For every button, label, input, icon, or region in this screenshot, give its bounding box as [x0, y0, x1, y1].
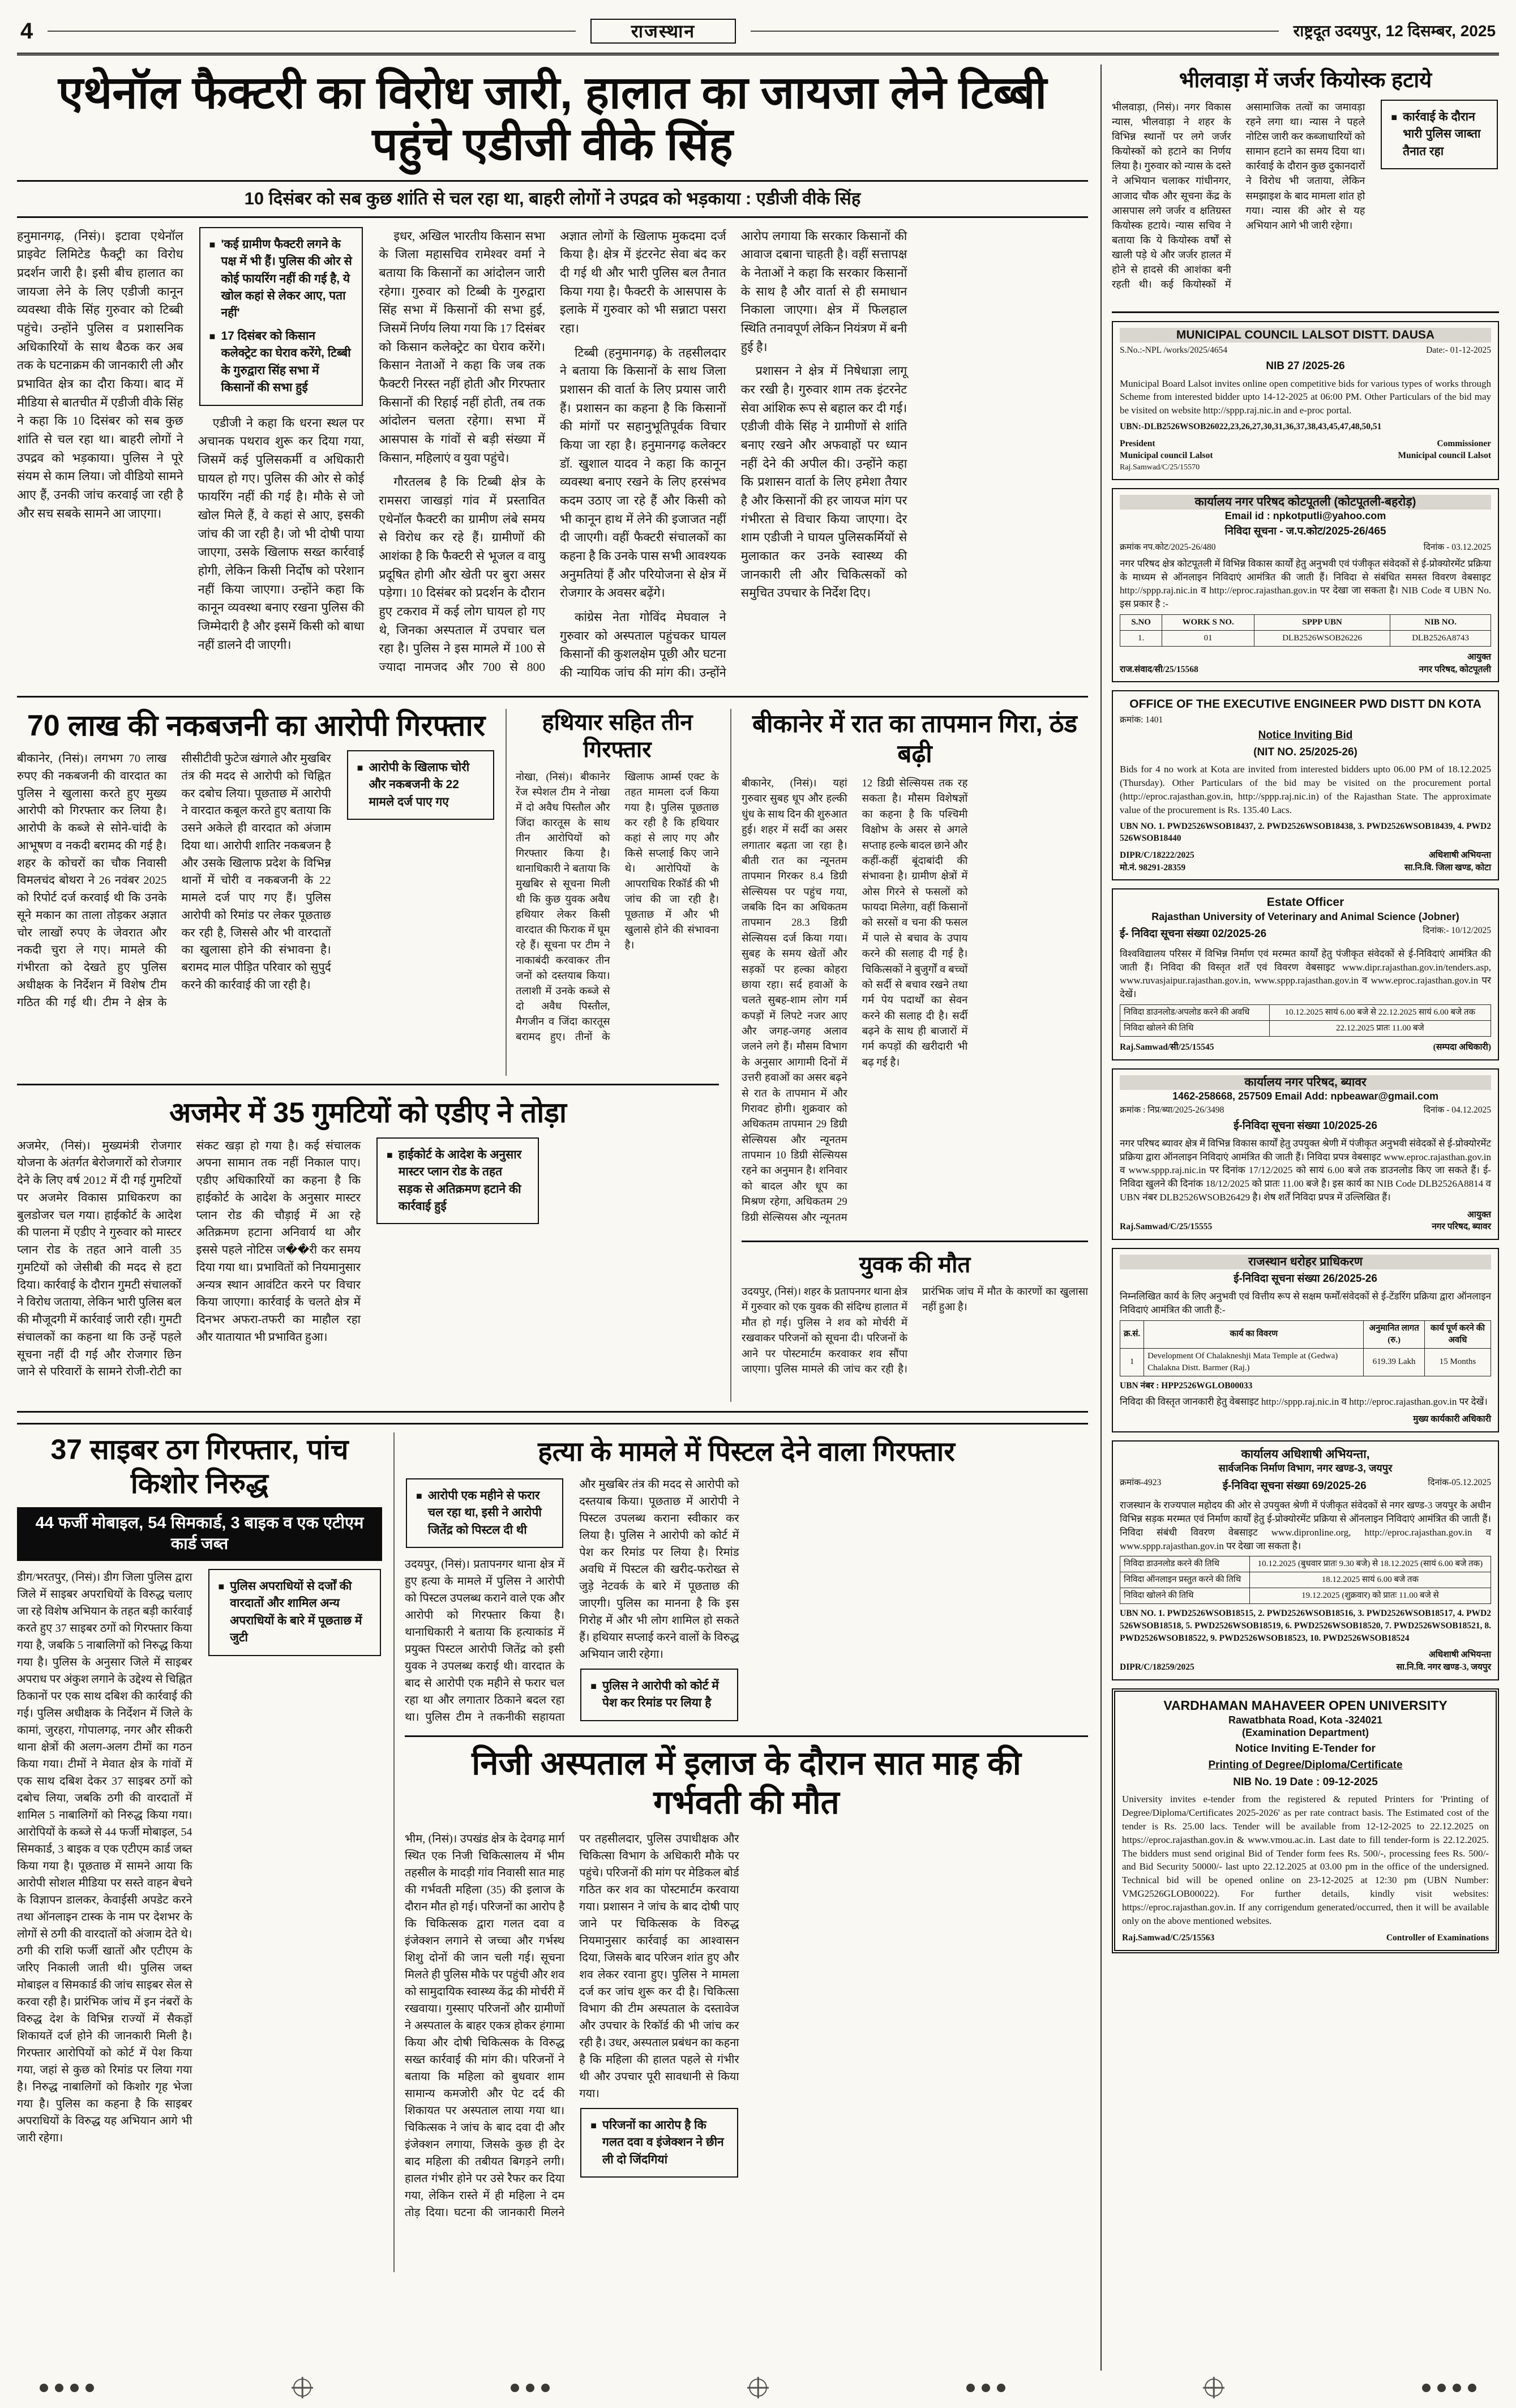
notice-signatures [1120, 651, 1491, 675]
work-table [1120, 1320, 1491, 1376]
article-burglary-arrest [17, 709, 495, 1076]
ada-paragraph: अजमेर, (निसं)। मुख्यमंत्री रोजगार योजना के अंतर्गत बेरोजगारों को रोजगार देने के लिए वर्ष 2012 में दी गई गुमटियों पर अजमेर विकास प्राधिकरण का बुलडोजर चल गया। हाईकोर्ट के आदेश की पालना में एडीए ने गुरुवार को मास्टर प्लान रोड के तहत आने वाली 35 गुमटियों को जेसीबी की मदद से हटा दिया। कार्रवाई के दौरान गुमटी संचालकों ने विरोध जताया, लेकिन भारी पुलिस बल की मौजूदगी में कार्रवाई जारी रही। गुमटी संचालकों का कहना था कि उन्हें पहले सूचना नहीं दी गई और रोजगार छिन जाने से परिवारों के सामने रोजी-रोटी का संकट खड़ा हो गया है। कई संचालक अपना सामान तक नहीं निकाल पाए। एडीए अधिकारियों का कहना है कि हाईकोर्ट के आदेश के अनुसार मास्टर प्लान रोड की चौड़ाई में आ रहे अतिक्रमण हटाना अनिवार्य था और इससे पहले नोटिस ज��री कर समय दिया गया था। प्रभावितों को नियमानुसार अन्यत्र स्थान आवंटित करने पर विचार किया जाएगा। कार्रवाई के चलते क्षेत्र में दिनभर अफरा-तफरी का माहौल रहा और यातायात भी प्रभावित हुआ। [17, 1139, 361, 1379]
signature-org: नगर परिषद, ब्यावर [1432, 1222, 1491, 1232]
lead-paragraph: कांग्रेस नेता गोविंद मेघवाल ने गुरुवार को अस्पताल पहुंचकर घायल किसानों की कुशलक्षेम पूछी और घटना की न्यायिक जांच की मांग की। उन्होंने आरोप लगाया कि सरकार किसानों की आवाज दबाना चाहती है। वहीं सत्तापक्ष के नेताओं ने कहा कि सरकार किसानों के साथ है और वार्ता से ही समाधान निकाला जाएगा। क्षेत्र में फिलहाल स्थिति तनावपूर्ण लेकिन नियंत्रण में बनी हुई है। [559, 229, 907, 680]
dot-icon [541, 2384, 550, 2392]
table-row [1120, 1572, 1491, 1588]
bullet-point-text: 17 दिसंबर को किसान कलेक्ट्रेट का घेराव करेंगे, टिब्बी के गुरुद्वारा सिंह सभा में किसानों की सभा हुई [221, 329, 351, 395]
table-row [1120, 1588, 1491, 1604]
dot-icon [55, 2384, 63, 2392]
notice-number: निविदा सूचना - ज.प.कोट/2025-26/465 [1224, 525, 1386, 538]
table-cell: 15 Months [1424, 1348, 1491, 1376]
pistol-inset-box-1 [406, 1478, 563, 1548]
table-row [1120, 1556, 1491, 1572]
notice-ref: S.No.:-NPL /works/2025/4654 [1120, 345, 1228, 356]
square-bullet-icon [590, 2117, 597, 2169]
notice-title: Estate Officer [1266, 896, 1344, 909]
notice-email: Email id : npkotputli@yahoo.com [1224, 510, 1386, 521]
burglary-inset [357, 759, 484, 811]
dipr-number: DIPR/C/18222/2025 [1120, 850, 1194, 861]
dot-icon [511, 2384, 519, 2392]
section-title: राजस्थान [590, 19, 736, 44]
table-cell-label: निविदा ऑनलाइन प्रस्तुत करने की तिथि [1120, 1572, 1250, 1588]
square-bullet-icon [357, 759, 363, 811]
table-cell-value: 10.12.2025 सायं 6.00 बजे से 22.12.2025 सायं 6.00 बजे तक [1269, 1005, 1491, 1021]
samwad-number: DIPR/C/18259/2025 [1120, 1662, 1194, 1673]
lead-paragraph: हनुमानगढ़, (निसं)। इटावा एथेनॉल प्राइवेट लिमिटेड फैक्ट्री का विरोध प्रदर्शन जारी है। इसी बीच हालात का जायजा लेने के लिए एडीजी कानून व्यवस्था वीके सिंह गुरुवार को टिब्बी पहुंचे। उन्होंने पुलिस व प्रशासनिक अधिकारियों के साथ बैठक कर अब तक के घटनाक्रम की जानकारी ली और प्रभावित क्षेत्र का दौरा किया। बाद में मीडिया से बातचीत में एडीजी वीके सिंह ने कहा कि 10 दिसंबर को सब कुछ शांति से चल रहा था। बाहरी लोगों ने उपद्रव को भड़काया। पुलिस ने पूरे संयम से काम लिया। जो वीडियो सामने आए हैं, उनकी जांच करवाई जा रही है और सच सबके सामने आ जाएगा। [17, 229, 183, 520]
signature-right-org: Municipal council Lalsot [1398, 451, 1491, 461]
table-header-row [1120, 614, 1491, 630]
dot-icon [40, 2384, 48, 2392]
burglary-inset-box [347, 750, 494, 820]
notice-signatures [1120, 1413, 1491, 1426]
signature-right [1432, 1209, 1491, 1233]
notice-date: दिनांक:- 10/12/2025 [1423, 926, 1491, 936]
ada-inset-box [376, 1137, 539, 1225]
signature-right [1419, 651, 1491, 675]
signature-title: अधिशाषी अभियन्ता [1428, 850, 1491, 861]
print-dots-left [40, 2384, 94, 2392]
table-header: NIB NO. [1390, 614, 1491, 630]
notice-subtitle: सार्वजनिक निर्माण विभाग, नगर खण्ड-3, जयपुर [1218, 1462, 1393, 1474]
header-rule-left [48, 31, 575, 32]
notice-title: कार्यालय नगर परिषद, ब्यावर [1120, 1075, 1491, 1090]
samwad-number: राज.संवाद/सी/25/15568 [1120, 664, 1198, 674]
bhilwara-inset [1391, 109, 1488, 160]
notice-heading: Notice Inviting E-Tender for [1235, 1742, 1376, 1755]
notice-meta [1120, 925, 1491, 944]
burglary-headline: 70 लाख की नकबजनी का आरोपी गिरफ्तार [27, 709, 486, 742]
middle-band-right [730, 709, 1088, 1402]
square-bullet-icon [219, 1578, 225, 1647]
phone-number: मो.नं. 98291-28359 [1120, 862, 1186, 872]
table-row [1120, 1348, 1491, 1376]
notice-nit-number: (NIT NO. 25/2025-26) [1253, 746, 1357, 758]
table-cell: 01 [1162, 630, 1254, 646]
table-cell-value: 22.12.2025 प्रातः 11.00 बजे [1269, 1021, 1491, 1037]
square-bullet-icon [590, 1678, 597, 1712]
article-pregnant-woman-death [405, 1735, 1088, 2227]
notice-number: ई- निविदा सूचना संख्या 02/2025-26 [1120, 928, 1267, 940]
notice-signatures [1120, 849, 1491, 874]
cyber-headline: 37 साइबर ठग गिरफ्तार, पांच किशोर निरुद्ध [50, 1433, 349, 1499]
signature-left [1120, 438, 1213, 462]
middle-band-top-row [17, 709, 719, 1076]
notice-department: (Examination Department) [1241, 1727, 1369, 1739]
page-body [17, 65, 1499, 2371]
notice-title: OFFICE OF THE EXECUTIVE ENGINEER PWD DISTT DN KOTA [1129, 698, 1481, 711]
notice-ref: क्रमांक: 1401 [1120, 715, 1163, 725]
article-youth-death [742, 1241, 1088, 1406]
signature-org: नगर परिषद, कोटपूतली [1419, 664, 1491, 674]
table-cell-label: निविदा डाउनलोड/अपलोड करने की अवधि [1120, 1005, 1270, 1021]
right-rail [1100, 65, 1499, 2371]
article-bhilwara-kiosks [1112, 65, 1499, 313]
tender-notice-estate-officer [1112, 888, 1499, 1060]
table-cell: 1. [1120, 630, 1162, 646]
print-dots-center-right [966, 2384, 1005, 2392]
hospital-body [405, 1830, 1088, 2227]
dot-icon [1453, 2384, 1461, 2392]
ada-inset-text: हाईकोर्ट के आदेश के अनुसार मास्टर प्लान रोड के तहत सड़क से अतिक्रमण हटाने की कार्रवाई हुई [398, 1148, 522, 1213]
signature-title: अधिशाषी अभियन्ता [1428, 1650, 1491, 1660]
lead-headline: एथेनॉल फैक्टरी का विरोध जारी, हालात का जायजा लेने टिब्बी पहुंचे एडीजी वीके सिंह [58, 67, 1047, 170]
ada-inset [387, 1147, 529, 1216]
tender-notice-vmou [1112, 1688, 1499, 1953]
article-ada-demolition [17, 1084, 719, 1382]
pistol-inset-2-text: पुलिस ने आरोपी को कोर्ट में पेश कर रिमांड पर लिया है [602, 1679, 719, 1710]
dot-icon [1468, 2384, 1476, 2392]
dot-icon [1437, 2384, 1446, 2392]
article-bikaner-weather [742, 709, 1088, 1233]
pistol-inset-box-2 [580, 1669, 738, 1721]
table-cell: 1 [1120, 1348, 1144, 1376]
table-cell-value: 19.12.2025 (शुक्रवार) को प्रातः 11.00 बजे से [1249, 1588, 1491, 1604]
article-ethanol-protest [17, 67, 1088, 698]
pistol-inset-2 [590, 1678, 727, 1712]
notice-body: Bids for 4 no work at Kota are invited from interested bidders upto 06.00 PM of 18.12.2025 (Thursday). Other Particulars of the bid may be visited on the procurement portal (http://eproc.rajasthan.gov.in, http://sppp.raj.nic.in) of the Rajasthan State. The approximate value of the procurement is Rs. 135.40 Lacs. [1120, 764, 1491, 815]
table-cell-label: निविदा डाउनलोड करने की तिथि [1120, 1556, 1250, 1572]
notice-number: ई-निविदा सूचना संख्या 26/2025-26 [1234, 1273, 1377, 1285]
notice-nib-number: NIB No. 19 Date : 09-12-2025 [1233, 1776, 1378, 1788]
notice-heading: Notice Inviting Bid [1258, 729, 1353, 742]
article-cyber-fraud [17, 1432, 382, 2272]
hospital-inset-text: परिजनों का आरोप है कि गलत दवा व इंजेक्शन ने छीन ली दो जिंदगियां [602, 2118, 724, 2166]
table-cell-label: निविदा खोलने की तिथि [1120, 1021, 1270, 1037]
notice-signatures [1122, 1932, 1489, 1944]
lead-article-body [17, 227, 1088, 686]
table-cell-value: 10.12.2025 (बुधवार प्रातः 9.30 बजे) से 18.12.2025 (सायं 6.00 बजे तक) [1249, 1556, 1491, 1572]
notice-ubn: UBN NO. 1. PWD2526WSOB18437, 2. PWD2526WSOB18438, 3. PWD2526WSOB18439, 4. PWD2526WSOB18440 [1120, 821, 1491, 844]
notice-signatures [1120, 1209, 1491, 1233]
registration-mark-icon [1205, 2379, 1223, 2397]
notice-signatures [1120, 438, 1491, 462]
tender-notice-lalsot [1112, 321, 1499, 480]
notice-body: नगर परिषद क्षेत्र कोटपूतली में विभिन्न विकास कार्यों हेतु अनुभवी एवं पंजीकृत संवेदकों से ई-प्रोक्योरमेंट प्रक्रिया के माध्यम से ऑनलाइन निविदाएं आमंत्रित की जाती हैं। निविदा से संबंधित समस्त विवरण वेबसाइट http://sppp.raj.nic.in व http://eproc.rajasthan.gov.in पर देखा जा सकता है। NIB Code व UBN No. इस प्रकार है :- [1120, 558, 1491, 610]
bhilwara-inset-box [1381, 100, 1498, 169]
tender-date-table [1120, 1004, 1491, 1037]
notice-contact: 1462-258668, 257509 Email Add: npbeawar@gmail.com [1172, 1090, 1439, 1102]
table-row [1120, 630, 1491, 646]
notice-ref: क्रमांक : निप्र/ब्या/2025-26/3498 [1120, 1105, 1224, 1115]
cyber-reverse-subhead: 44 फर्जी मोबाइल, 54 सिमकार्ड, 3 बाइक व एक एटीएम कार्ड जब्त [17, 1507, 382, 1561]
pistol-inset-1 [416, 1487, 553, 1539]
table-header: क्र.सं. [1120, 1320, 1144, 1348]
pistol-paragraph: उदयपुर, (निसं)। प्रतापनगर थाना क्षेत्र में हुए हत्या के मामले में पुलिस ने आरोपी को पिस्टल उपलब्ध कराने वाले एक और आरोपी को गिरफ्तार किया है। थानाधिकारी ने बताया कि हत्याकांड में प्रयुक्त पिस्टल आरोपी जितेंद्र को इसी युवक ने उपलब्ध कराई थी। वारदात के बाद से आरोपी एक महीने से फरार चल रहा था और लगातार ठिकाने बदल रहा था। पुलिस टीम ने तकनीकी सहायता और मुखबिर तंत्र की मदद से आरोपी को दस्तयाब किया। पूछताछ में आरोपी ने पिस्टल उपलब्ध कराना स्वीकार कर लिया है। पुलिस ने आरोपी को कोर्ट में पेश कर रिमांड पर लिया है। रिमांड अवधि में पिस्टल की खरीद-फरोख्त से जुड़े नेटवर्क के बारे में पूछताछ की जाएगी। पुलिस का मानना है कि इस गिरोह में और भी लोग शामिल हो सकते हैं। हथियार सप्लाई करने वालों के विरुद्ध अभियान जारी रहेगा। [405, 1478, 739, 1723]
pull-quote-text: 'कई ग्रामीण फैक्टरी लगने के पक्ष में भी हैं। पुलिस की ओर से कोई फायरिंग नहीं की गई है, ये खोल कहां से लेकर आए, पता नहीं' [221, 237, 352, 320]
weather-body [742, 776, 1088, 1233]
lead-paragraph: टिब्बी (हनुमानगढ़) के तहसीलदार ने बताया कि किसानों के साथ जिला प्रशासन की वार्ता के लिए प्रयास जारी हैं। प्रशासन का कहना है कि किसानों की मांगों पर सहानुभूतिपूर्वक विचार किया जा रहा है। हनुमानगढ़ कलेक्टर डॉ. खुशाल यादव ने कहा कि कानून व्यवस्था बनाए रखने के लिए हरसंभव कदम उठाए जा रहे हैं और किसी को भी कानून हाथ में लेने की इजाजत नहीं दी जाएगी। वहीं फैक्टरी संचालकों का कहना है कि उनके पास सभी आवश्यक अनुमतियां हैं और परियोजना से क्षेत्र में रोजगार के अवसर बढ़ेंगे। [559, 345, 726, 600]
weather-paragraph: बीकानेर, (निसं)। यहां गुरुवार सुबह धूप और हल्की धुंध के साथ दिन की शुरुआत हुई। शहर में सर्दी का असर लगातार बढ़ता जा रहा है। बीती रात का न्यूनतम तापमान गिरकर 8.4 डिग्री सेल्सियस पर पहुंच गया, जबकि दिन का अधिकतम तापमान 28.3 डिग्री सेल्सियस दर्ज किया गया। सुबह के समय खेतों और सड़कों पर हल्का कोहरा छाया रहा। सर्द हवाओं के चलते सुबह-शाम लोग गर्म कपड़ों में लिपटे नजर आए और जगह-जगह अलाव जलने लगे हैं। मौसम विभाग के अनुसार आगामी दिनों में उत्तरी हवाओं का असर बढ़ने से रात के तापमान में और गिरावट होगी। शुक्रवार को अधिकतम तापमान 29 डिग्री सेल्सियस और न्यूनतम तापमान 10 डिग्री सेल्सियस रहने का अनुमान है। शनिवार को बादल और धूप का मिश्रण रहेगा, अधिकतम 29 डिग्री सेल्सियस और न्यूनतम 12 डिग्री सेल्सियस तक रह सकता है। मौसम विशेषज्ञों का कहना है कि पश्चिमी विक्षोभ के असर से अगले सप्ताह हल्के बादल छाने और कहीं-कहीं बूंदाबांदी की संभावना है। ग्रामीण क्षेत्रों में ओस गिरने से फसलों को फायदा मिलेगा, वहीं किसानों को सरसों व चना की फसल में पाले से बचाव के उपाय करने की सलाह दी गई है। चिकित्सकों ने बुजुर्गों व बच्चों को सर्दी से बचाव रखने तथा गर्म पेय पदार्थों का सेवन करने की सलाह दी है। सर्दी बढ़ने के साथ ही बाजारों में गर्म कपड़ों की खरीदारी भी बढ़ गई है। [742, 778, 968, 1224]
notice-date: दिनांक - 04.12.2025 [1423, 1105, 1491, 1115]
notice-title: कार्यालय नगर परिषद कोटपूतली (कोटपूतली-बहरोड़) [1120, 495, 1491, 510]
cyber-inset [219, 1578, 371, 1647]
table-header: WORK S NO. [1162, 614, 1254, 630]
hospital-inset [590, 2117, 727, 2169]
bhilwara-inset-text: कार्रवाई के दौरान भारी पुलिस जाब्ता तैनात रहा [1403, 110, 1481, 158]
notice-meta [1120, 344, 1491, 357]
notice-body: नगर परिषद ब्यावर क्षेत्र में विभिन्न विकास कार्यों हेतु उपयुक्त श्रेणी में पंजीकृत अनुभवी संवेदकों से ई-प्रोक्योरमेंट प्रक्रिया द्वारा ऑनलाइन निविदाएं आमंत्रित की जाती हैं। निविदा प्रपत्र वेबसाइट www.eproc.rajasthan.gov.in व www.sppp.raj.nic.in पर दिनांक 17/12/2025 को सायं 6.00 बजे तक डाउनलोड किए जा सकते हैं। ई-निविदा खुलने की दिनांक 18/12/2025 को प्रातः 11.00 बजे है। इस कार्य का NIB Code DLB2526A8814 व UBN नंबर DLB2526WSOB26429 है। शेष शर्तें निविदा प्रपत्र में उल्लिखित हैं। [1120, 1137, 1491, 1203]
ada-headline: अजमेर में 35 गुमटियों को एडीए ने तोड़ा [169, 1096, 567, 1128]
tender-notice-kotputli [1112, 488, 1499, 683]
samwad-number [1120, 849, 1194, 874]
hospital-headline: निजी अस्पताल में इलाज के दौरान सात माह की गर्भवती की मौत [472, 1744, 1021, 1821]
square-bullet-icon [1391, 109, 1397, 160]
youth-death-paragraph: उदयपुर, (निसं)। शहर के प्रतापनगर थाना क्षेत्र में गुरुवार को एक युवक की संदिग्ध हालात में मौत हो गई। पुलिस ने शव को मोर्चरी में रखवाकर परिजनों को सूचना दी। परिजनों के आने पर पोस्टमार्टम करवाकर शव सौंपा जाएगा। पुलिस मामले की जांच कर रही है। प्रारंभिक जांच में मौत के कारणों का खुलासा नहीं हुआ है। [742, 1286, 1088, 1375]
table-cell-label: निविदा खोलने की तिथि [1120, 1588, 1250, 1604]
tender-table [1120, 614, 1491, 647]
dot-icon [85, 2384, 94, 2392]
table-cell: Development Of Chalakneshji Mata Temple at (Gedwa) Chalakna Distt. Barmer (Raj.) [1144, 1348, 1364, 1376]
notice-meta [1120, 1477, 1491, 1496]
pull-quote [209, 236, 353, 322]
cyber-inset-box [208, 1569, 382, 1656]
print-dots-right [1422, 2384, 1476, 2392]
notice-ref: क्रमांक नप.कोट/2025-26/480 [1120, 542, 1216, 553]
weapons-headline: हथियार सहित तीन गिरफ्तार [542, 709, 693, 762]
notice-body: Municipal Board Lalsot invites online open competitive bids for various types of works through Scheme from interested bidder upto 14-12-2025 at 06:00 PM. Other Particulars of the bid may be visited on website http://sppp.raj.nic.in and e-proc portal. [1120, 378, 1491, 416]
print-dots-center-left [511, 2384, 550, 2392]
lead-paragraph: प्रशासन ने क्षेत्र में निषेधाज्ञा लागू कर रखी है। गुरुवार शाम तक इंटरनेट सेवा आंशिक रूप से बहाल कर दी गई। एडीजी वीके सिंह ने ग्रामीणों से शांति बनाए रखने और अफवाहों पर ध्यान नहीं देने की अपील की। उन्होंने कहा कि प्रशासन वार्ता के लिए हमेशा तैयार है और किसानों की हर जायज मांग पर गंभीरता से विचार किया जाएगा। देर शाम एडीजी ने घायल पुलिसकर्मियों से मुलाकात कर उनके स्वास्थ्य की जानकारी ली और चिकित्सकों को समुचित उपचार के निर्देश दिए। [740, 364, 907, 600]
weapons-paragraph: नोखा, (निसं)। बीकानेर रेंज स्पेशल टीम ने नोखा में दो अवैध पिस्तौल और जिंदा कारतूस के साथ तीन आरोपियों को गिरफ्तार किया है। थानाधिकारी ने बताया कि मुखबिर से सूचना मिली थी कि कुछ युवक अवैध हथियार लेकर किसी वारदात की फिराक में घूम रहे हैं। सूचना पर टीम ने नाकाबंदी करवाकर तीन जनों को दस्तयाब किया। तलाशी में उनके कब्जे से दो अवैध पिस्तौल, मैगजीन व जिंदा कारतूस बरामद हुए। तीनों के खिलाफ आर्म्स एक्ट के तहत मामला दर्ज किया गया है। पुलिस पूछताछ कर रही है कि हथियार कहां से लाए गए और किसे सप्लाई किए जाने थे। आरोपियों के आपराधिक रिकॉर्ड की भी जांच की जा रही है। पूछताछ में और भी खुलासे होने की संभावना है। [516, 771, 719, 1043]
signature-right [1398, 438, 1492, 462]
notice-meta [1120, 1104, 1491, 1117]
lead-subheadline: 10 दिसंबर को सब कुछ शांति से चल रहा था, बाहरी लोगों ने उपद्रव को भड़काया : एडीजी वीके सिंह [17, 180, 1088, 217]
pistol-inset-1-text: आरोपी एक महीने से फरार चल रहा था, इसी ने आरोपी जितेंद्र को पिस्टल दी थी [427, 1489, 542, 1537]
bullet-point [209, 328, 353, 397]
middle-band [17, 708, 1088, 1413]
tender-notice-dharohar [1112, 1248, 1499, 1432]
notice-subtitle: Rajasthan University of Veterinary and Animal Science (Jobner) [1151, 910, 1459, 922]
dot-icon [526, 2384, 534, 2392]
notice-ubn: UBN नंबर : HPP2526WGLOB00033 [1120, 1380, 1253, 1391]
notice-nib-number: NIB 27 /2025-26 [1266, 360, 1345, 372]
notice-title: राजस्थान धरोहर प्राधिकरण [1120, 1255, 1491, 1269]
hospital-paragraph: भीम, (निसं)। उपखंड क्षेत्र के देवगढ़ मार्ग स्थित एक निजी चिकित्सालय में भीम तहसील के मादड़ी गांव निवासी सात माह की गर्भवती महिला (35) की इलाज के दौरान मौत हो गई। परिजनों का आरोप है कि चिकित्सक द्वारा गलत दवा व इंजेक्शन लगाने से जच्चा और गर्भस्थ शिशु दोनों की जान चली गई। सूचना मिलते ही पुलिस मौके पर पहुंची और शव को सामुदायिक स्वास्थ्य केंद्र की मोर्चरी में रखवाया। गुस्साए परिजनों और ग्रामीणों ने अस्पताल के बाहर एकत्र होकर हंगामा किया और दोषी चिकित्सक के विरुद्ध सख्त कार्रवाई की मांग की। परिजनों ने बताया कि महिला को बुधवार शाम सामान्य कमजोरी और पेट दर्द की शिकायत पर अस्पताल लाया गया था। चिकित्सक ने जांच के बाद दवा दी और इंजेक्शन लगाया, जिसके कुछ ही देर बाद महिला की तबीयत बिगड़ने लगी। हालत गंभीर होने पर उसे रैफर कर दिया गया, लेकिन रास्ते में ही महिला ने दम तोड़ दिया। घटना की जानकारी मिलने पर तहसीलदार, पुलिस उपाधीक्षक और चिकित्सा विभाग के अधिकारी मौके पर पहुंचे। परिजनों की मांग पर मेडिकल बोर्ड गठित कर शव का पोस्टमार्टम करवाया गया। प्रशासन ने जांच के बाद दोषी पाए जाने पर चिकित्सक के विरुद्ध नियमानुसार कार्रवाई का आश्वासन दिया, जिसके बाद परिजन शांत हुए और शव लेकर रवाना हुए। पुलिस ने मामला दर्ज कर जांच शुरू कर दी है। चिकित्सा विभाग की टीम अस्पताल के दस्तावेज और उपचार के रिकॉर्ड की भी जांच कर रही है। उधर, अस्पताल प्रबंधन का कहना है कि महिला की हालत पहले से गंभीर थी और उपचार पूरी सावधानी से किया गया। [405, 1832, 739, 2219]
notice-subject: Printing of Degree/Diploma/Certificate [1208, 1759, 1403, 1772]
bottom-band-right [393, 1432, 1088, 2272]
burglary-paragraph: बीकानेर, (निसं)। लगभग 70 लाख रुपए की नकबजनी की वारदात का पुलिस ने खुलासा करते हुए मुख्य आरोपी को गिरफ्तार कर लिया है। आरोपी के कब्जे से सोने-चांदी के आभूषण व नकदी बरामद की गई है। शहर के कोचरों का चौक निवासी विमलचंद बोथरा ने 26 नवंबर 2025 को रिपोर्ट दर्ज करवाई थी कि उनके सूने मकान का ताला तोड़कर अज्ञात चोर लाखों रुपए के जेवरात और नकदी चुरा ले गए। मामले की गंभीरता को देखते हुए पुलिस अधीक्षक के निर्देशन में विशेष टीम गठित की गई थी। टीम ने क्षेत्र के सीसीटीवी फुटेज खंगाले और मुखबिर तंत्र की मदद से आरोपी को चिह्नित कर दबोच लिया। पूछताछ में आरोपी ने वारदात कबूल करते हुए बताया कि उसने अकेले ही वारदात को अंजाम दिया था। आरोपी शातिर नकबजन है और उसके खिलाफ प्रदेश के विभिन्न थानों में चोरी व नकबजनी के 22 मामले दर्ज पाए गए हैं। पुलिस आरोपी को रिमांड पर लेकर पूछताछ कर रही है, जिससे और भी वारदातों का खुलासा होने की संभावना है। बरामद माल पीड़ित परिवार को सुपुर्द करने की कार्रवाई की जा रही है। [17, 752, 331, 1009]
registration-mark-icon [749, 2379, 767, 2397]
pistol-body [405, 1476, 1088, 1726]
article-pistol-supplier [405, 1432, 1088, 1726]
table-header: अनुमानित लागत (रु.) [1364, 1320, 1424, 1348]
samwad-number: Raj.Samwad/C/25/15563 [1122, 1933, 1215, 1943]
left-section [17, 65, 1088, 2371]
notice-date: दिनांक-05.12.2025 [1428, 1477, 1491, 1487]
samwad-number: Raj.Samwad/C/25/15555 [1120, 1222, 1213, 1232]
middle-band-left [17, 709, 719, 1402]
table-header: कार्य पूर्ण करने की अवधि [1424, 1320, 1491, 1348]
notice-ubn: UBN NO. 1. PWD2526WSOB18515, 2. PWD2526WSOB18516, 3. PWD2526WSOB18517, 4. PWD2526WSOB18518, 5. PWD2526WSOB18519, 6. PWD2526WSOB18520, 7. PWD2526WSOB18521, 8. PWD2526WSOB18522, 9. PWD2526WSOB18523, 10. PWD2526WSOB18524 [1120, 1609, 1491, 1643]
table-header: SPPP UBN [1254, 614, 1390, 630]
dot-icon [982, 2384, 990, 2392]
bhilwara-headline: भीलवाड़ा में जर्जर कियोस्क हटाये [1179, 69, 1432, 92]
registration-mark-icon [293, 2379, 311, 2397]
tender-date-table [1120, 1556, 1491, 1604]
notice-website-info: निविदा की विस्तृत जानकारी हेतु वेबसाइट http://sppp.raj.nic.in व http://eproc.rajasthan.gov.in पर देखें। [1120, 1396, 1488, 1408]
tender-notice-pwd-kota [1112, 690, 1499, 880]
samwad-number: Raj.Samwad/C/25/15570 [1120, 463, 1200, 472]
notice-body: University invites e-tender from the registered & reputed Printers for 'Printing of Degree/Diploma/Certificates 2025-2026' as per rate contract basis. The Estimated cost of the tender is Rs. 25.00 lacs. Tender will be available from 12-12-2025 to 22.12.2025 on https://eproc.rajasthan.gov.in & www.vmou.ac.in. Last date to fill tender-form is 22.12.2025. The bidders must send original Bid of Tender form fees Rs. 500/-, processing fees Rs. 500/- and Bid Security 50000/- last upto 22.12.2025 at 03.00 pm in the office of the undersigned. Technical bid will be opened online on 23-12-2025 at 12:30 pm (UBN Number: VMG2526GLOB00022). For further details, kindly visit websites: https://eproc.rajasthan.gov.in. If any corrigendum generated/occurred, then it will be available only on the above mentioned websites. [1122, 1794, 1489, 1926]
signature-right: Controller of Examinations [1386, 1933, 1489, 1943]
cyber-inset-text: पुलिस अपराधियों से दर्जों की वारदातों और शामिल अन्य अपराधियों के बारे में पूछताछ में जुटी [230, 1580, 362, 1645]
signature-org: सा.नि.वि. जिला खण्ड, कोटा [1404, 862, 1491, 872]
notice-meta [1120, 541, 1491, 554]
table-header-row [1120, 1320, 1491, 1348]
table-header: कार्य का विवरण [1144, 1320, 1364, 1348]
signature-left-org: Municipal council Lalsot [1120, 451, 1213, 461]
square-bullet-icon [209, 236, 216, 322]
notice-body: विश्वविद्यालय परिसर में विभिन्न निर्माण एवं मरम्मत कार्यों हेतु पंजीकृत संवेदकों से ई-निविदाएं आमंत्रित की जाती हैं। निविदा की विस्तृत शर्तें एवं विवरण वेबसाइट www.dipr.rajasthan.gov.in/tenders.asp, www.ruvasjaipur.rajasthan.gov.in, www.sppp.rajasthan.gov.in व www.eproc.rajasthan.gov.in पर देखें। [1120, 948, 1491, 1000]
weather-headline: बीकानेर में रात का तापमान गिरा, ठंड बढ़ी [752, 709, 1077, 768]
notice-date: दिनांक - 03.12.2025 [1423, 542, 1491, 553]
page-number: 4 [20, 18, 33, 44]
notice-number: ई-निविदा सूचना संख्या 69/2025-26 [1222, 1479, 1367, 1492]
notice-meta [1120, 714, 1491, 726]
tender-notice-beawar [1112, 1068, 1499, 1240]
dot-icon [70, 2384, 79, 2392]
hospital-inset-box [580, 2108, 738, 2178]
table-row [1120, 1021, 1491, 1037]
lead-paragraph: एडीजी ने कहा कि धरना स्थल पर अचानक पथराव शुरू कर दिया गया, जिसमें कई पुलिसकर्मी व अधिकारी घायल हो गए। पुलिस की ओर से कोई फायरिंग नहीं की गई है। मौके से जो खोल मिले हैं, वे कहां से आए, इसकी जांच की जा रही है। जो भी दोषी पाया जाएगा, उसके खिलाफ सख्त कार्रवाई होगी, लेकिन किसी निर्दोष को परेशान नहीं किया जाएगा। उन्होंने कहा कि कानून व्यवस्था बनाए रखना पुलिस की जिम्मेदारी है और इसमें किसी को बाधा नहीं डालने दी जाएगी। [198, 416, 365, 652]
signature-org: सा.नि.वि. नगर खण्ड-3, जयपुर [1396, 1662, 1491, 1673]
notice-intro: निम्नलिखित कार्य के लिए अनुभवी एवं वित्तीय रूप से सक्षम फर्मों/संवेदकों से ई-टेंडरिंग प्रक्रिया द्वारा ऑनलाइन निविदाएं आमंत्रित की जाती हैं:- [1120, 1291, 1491, 1315]
notice-title: VARDHAMAN MAHAVEER OPEN UNIVERSITY [1163, 1697, 1448, 1713]
bhilwara-body [1112, 100, 1499, 303]
dot-icon [997, 2384, 1005, 2392]
bottom-band [17, 1423, 1088, 2272]
cyber-paragraph: डीग/भरतपुर, (निसं)। डीग जिला पुलिस द्वारा जिले में साइबर अपराधियों के विरुद्ध चलाए जा रहे विशेष अभियान के तहत बड़ी कार्रवाई करते हुए 37 साइबर ठगों को गिरफ्तार किया गया है, जबकि 5 नाबालिगों को निरुद्ध किया गया है। पुलिस के अनुसार जिले में साइबर अपराध पर अंकुश लगाने के उद्देश्य से चिह्नित ठिकानों पर एक साथ दबिश की कार्रवाई की गई। पुलिस अधीक्षक के निर्देशन में जिले के कामां, जुरहरा, गोपालगढ़, नगर और सीकरी थाना क्षेत्रों की अलग-अलग टीमों का गठन किया गया। टीमों ने मेवात क्षेत्र के गांवों में एक साथ दबिश देकर 37 साइबर ठगों को दबोच लिया, जबकि ठगी की वारदातों में शामिल 5 नाबालिगों को निरुद्ध किया गया। आरोपियों के कब्जे से 44 फर्जी मोबाइल, 54 सिमकार्ड, 3 बाइक व एक एटीएम कार्ड जब्त किया गया है। पूछताछ में सामने आया कि आरोपी सोशल मीडिया पर सस्ते वाहन बेचने के विज्ञापन डालकर, केवाईसी अपडेट करने तथा ऑनलाइन टास्क के नाम पर देशभर के लोगों से ठगी की वारदातों को अंजाम देते थे। ठगी की राशि फर्जी खातों और एटीएम के जरिए निकाली जाती थी। पुलिस जब्त मोबाइल व सिमकार्ड की जांच साइबर सेल से करवा रही है। प्रारंभिक जांच में इन नंबरों के विरुद्ध देश के विभिन्न राज्यों में सैकड़ों शिकायतें दर्ज होने की जानकारी मिली है। गिरफ्तार आरोपियों को कोर्ट में पेश किया गया, जहां से कुछ को रिमांड पर लिया गया है। निरुद्ध नाबालिगों को किशोर गृह भेजा गया है। पुलिस का कहना है कि साइबर अपराधियों के विरुद्ध यह अभियान आगे भी जारी रहेगा। [17, 1571, 192, 2145]
youth-death-headline: युवक की मौत [859, 1252, 971, 1278]
burglary-body [17, 750, 495, 1017]
signature-right-title: Commissioner [1437, 438, 1491, 448]
notice-signatures [1120, 1649, 1491, 1673]
tender-notice-pwd-jaipur [1112, 1440, 1499, 1680]
burglary-inset-text: आरोपी के खिलाफ चोरी और नकबजनी के 22 मामले दर्ज पाए गए [369, 761, 470, 809]
notice-signatures [1120, 1041, 1491, 1054]
bhilwara-paragraph: भीलवाड़ा, (निसं)। नगर विकास न्यास, भीलवाड़ा ने शहर के विभिन्न स्थानों पर लगे जर्जर कियोस्कों को हटाने का निर्णय लिया है। गुरुवार को न्यास के दस्ते ने अभियान चलाकर गांधीनगर, आजाद चौक और सूचना केंद्र के आसपास लगे जर्जर व क्षतिग्रस्त कियोस्क हटाये। न्यास सचिव ने बताया कि ये कियोस्क वर्षों से खाली पड़े थे और जर्जर हालत में होने से हादसे की आशंका बनी रहती थी। कई कियोस्कों में असामाजिक तत्वों का जमावड़ा रहने लगा था। न्यास ने पहले नोटिस जारी कर कब्जाधारियों को सामान हटाने का समय दिया था। कार्रवाई के दौरान कुछ दुकानदारों ने विरोध भी जताया, लेकिन समझाइश के बाद मामला शांत हो गया। न्यास की ओर से यह अभियान आगे भी जारी रहेगा। [1112, 101, 1365, 290]
signature-right [1404, 849, 1491, 874]
notice-number: ई-निविदा सूचना संख्या 10/2025-26 [1234, 1120, 1377, 1132]
article-weapons-arrest [506, 709, 719, 1076]
header-rule-right [751, 31, 1278, 32]
table-cell: DLB2526WSOB26226 [1254, 630, 1390, 646]
signature-right [1397, 1649, 1491, 1673]
ada-body [17, 1137, 719, 1382]
notice-title: कार्यालय अधिशाषी अभियन्ता, [1241, 1447, 1370, 1461]
notice-address: Rawatbhata Road, Kota -324021 [1228, 1714, 1383, 1726]
samwad-number: Raj.Samwad/सी/25/15545 [1120, 1042, 1214, 1052]
signature-title: आयुक्त [1467, 1209, 1491, 1220]
page-footer [17, 2371, 1499, 2397]
notice-date: Date:- 01-12-2025 [1426, 345, 1491, 356]
pistol-headline: हत्या के मामले में पिस्टल देने वाला गिरफ्तार [538, 1436, 955, 1467]
square-bullet-icon [209, 328, 216, 397]
lead-paragraph: इधर, अखिल भारतीय किसान सभा के जिला महासचिव रामेश्वर वर्मा ने बताया कि किसानों का आंदोलन जारी रहेगा। गुरुवार को टिब्बी के गुरुद्वारा सिंह सभा में किसानों की सभा हुई, जिसमें निर्णय लिया गया कि 17 दिसंबर को किसान कलेक्ट्रेट का घेराव करेंगे। किसान नेताओं ने कहा कि जब तक फैक्टरी निरस्त नहीं होती और गिरफ्तार किसानों की रिहाई नहीं होती, तब तक आंदोलन चलता रहेगा। सभा में आसपास के गांवों से बड़ी संख्या में किसान, महिलाएं व युवा पहुंचे। [379, 229, 545, 465]
lead-paragraph: गौरतलब है कि टिब्बी क्षेत्र के रामसरा जाखड़ां गांव में प्रस्तावित एथेनॉल फैक्टरी का ग्रामीण लंबे समय से विरोध कर रहे हैं। ग्रामीणों की आशंका है कि फैक्टरी से भूजल व वायु प्रदूषित होगी और खेती पर बुरा असर पड़ेगा। 10 दिसंबर को प्रदर्शन के दौरान हुए टकराव में कई लोग घायल हो गए थे, जिनका अस्पताल में उपचार चल रहा है। पुलिस ने इस मामले में 100 से ज्यादा नामजद और 700 से 800 अज्ञात लोगों के खिलाफ मुकदमा दर्ज किया है। क्षेत्र में इंटरनेट सेवा बंद कर दी गई थी और भारी पुलिस बल तैनात किया गया है। फैक्टरी के आसपास के इलाके में गुरुवार को भी सन्नाटा पसरा रहा। [379, 229, 726, 674]
youth-death-body [742, 1285, 1088, 1406]
notice-title: MUNICIPAL COUNCIL LALSOT DISTT. DAUSA [1120, 328, 1491, 343]
signature-title: आयुक्त [1467, 652, 1491, 662]
page-header [17, 15, 1499, 55]
dot-icon [966, 2384, 975, 2392]
lead-highlight-box [199, 227, 363, 406]
notice-body: राजस्थान के राज्यपाल महोदय की ओर से उपयुक्त श्रेणी में पंजीकृत संवेदकों से नगर खण्ड-3 जयपुर के अधीन विभिन्न सड़क मरम्मत एवं निर्माण कार्यों हेतु ई-प्रोक्योरमेंट प्रक्रिया से ऑनलाइन निविदाएं आमंत्रित की जाती हैं। निविदा संबंधी विवरण वेबसाइट www.dipronline.org, http://eproc.rajasthan.gov.in व www.sppp.rajasthan.gov.in पर देखा जा सकता है। [1120, 1500, 1491, 1551]
notice-ref: क्रमांक-4923 [1120, 1477, 1162, 1487]
weapons-body [516, 770, 719, 1058]
table-cell: 619.39 Lakh [1364, 1348, 1424, 1376]
masthead-dateline: राष्ट्रदूत उदयपुर, 12 दिसम्बर, 2025 [1293, 22, 1496, 40]
signature-right: (सम्पदा अधिकारी) [1433, 1042, 1491, 1052]
dot-icon [1422, 2384, 1431, 2392]
cyber-body [17, 1569, 382, 2237]
table-row [1120, 1005, 1491, 1021]
signature-right: मुख्य कार्यकारी अधिकारी [1413, 1414, 1491, 1425]
square-bullet-icon [387, 1147, 393, 1216]
square-bullet-icon [416, 1487, 422, 1539]
signature-left-title: President [1120, 438, 1155, 448]
table-cell: DLB2526A8743 [1390, 630, 1491, 646]
table-header: S.NO [1120, 614, 1162, 630]
notice-ubn: UBN:-DLB2526WSOB26022,23,26,27,30,31,36,37,38,43,45,47,48,50,51 [1120, 421, 1382, 431]
table-cell-value: 18.12.2025 सायं 6.00 बजे तक [1249, 1572, 1491, 1588]
